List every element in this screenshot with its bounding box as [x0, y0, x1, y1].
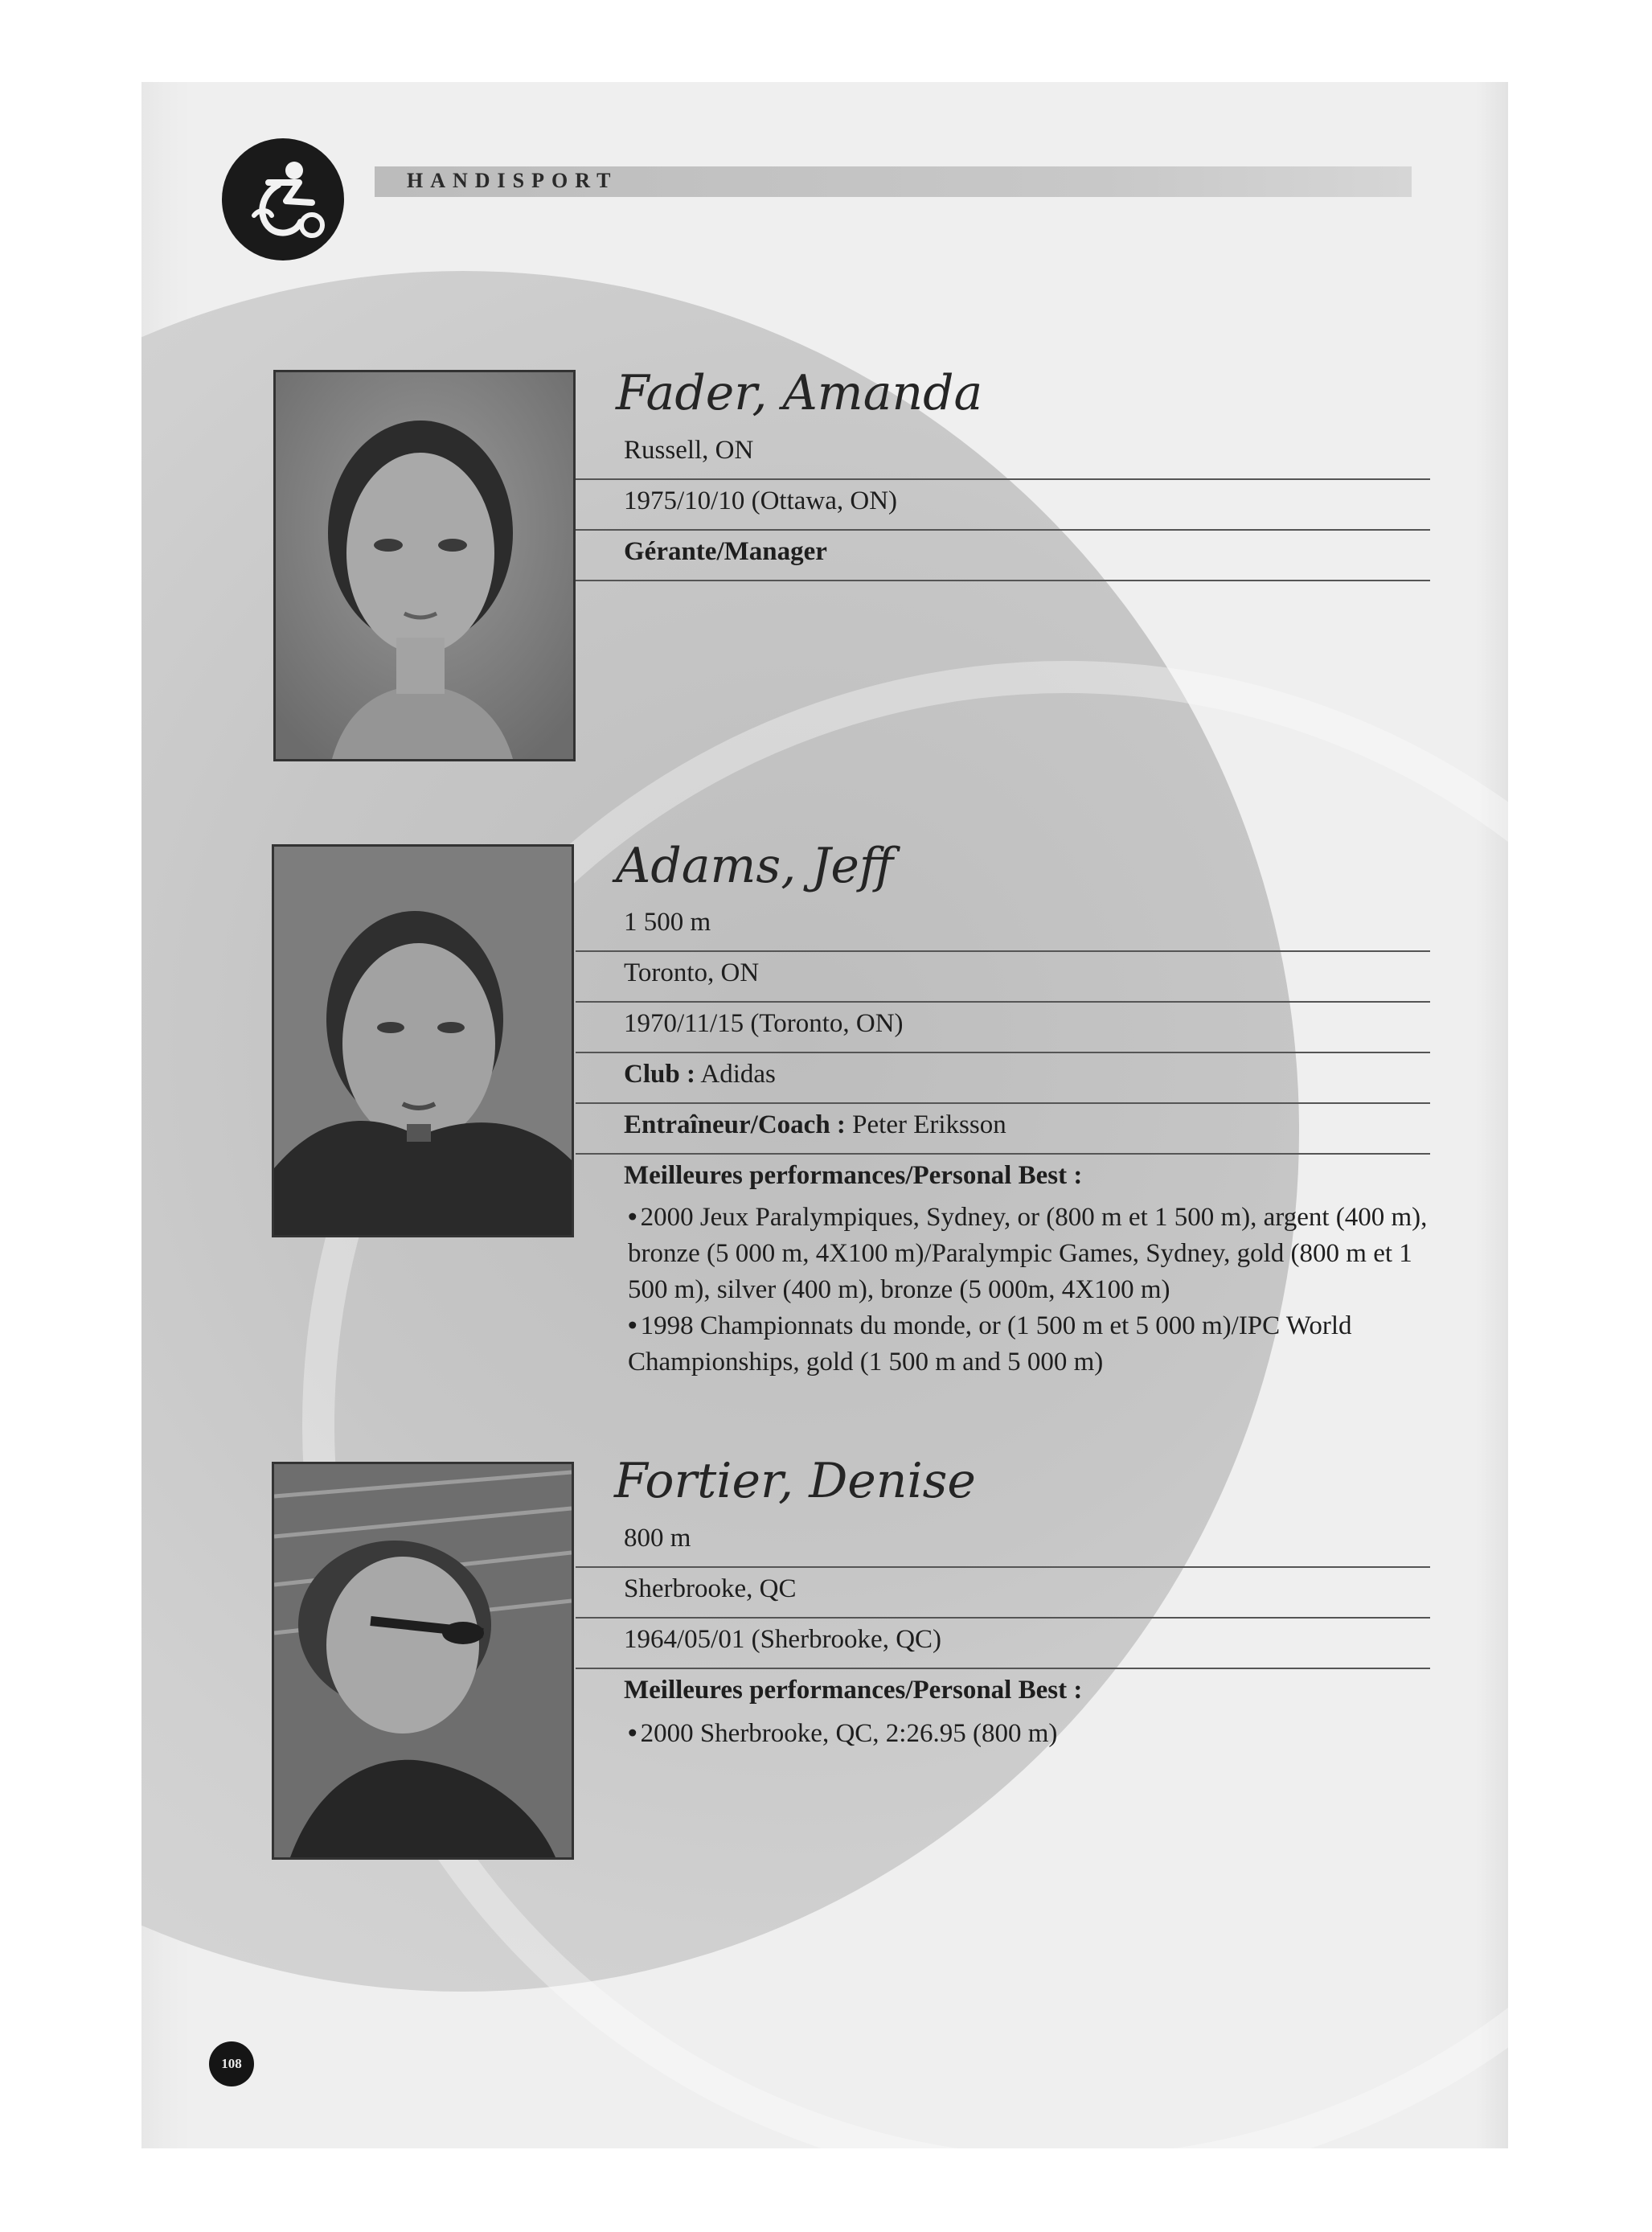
athlete-photo	[273, 370, 576, 761]
scanned-page	[141, 82, 1508, 2148]
athlete-birth: 1964/05/01 (Sherbrooke, QC)	[624, 1625, 942, 1654]
athlete-event: 1 500 m	[624, 908, 711, 937]
personal-best-label: Meilleures performances/Personal Best :	[624, 1161, 1083, 1190]
club-label: Club :	[624, 1060, 695, 1089]
athlete-hometown: Toronto, ON	[624, 958, 760, 987]
athlete-club	[624, 1060, 1428, 1089]
personal-best-item: • 2000 Jeux Paralympiques, Sydney, or (800 m et 1 500 m), argent (400 m), bronze (5 000 m, 4X100 m)/Paralympic Games, Sydney, gold (800 m et 1 500 m), silver (400 m), bronze (5 000m, 4X100 m)	[628, 1203, 1428, 1304]
athlete-birth: 1975/10/10 (Ottawa, ON)	[624, 486, 898, 515]
athlete-coach	[624, 1110, 1428, 1140]
athlete-name: Adams, Jeff	[616, 838, 894, 894]
divider	[576, 478, 1430, 480]
divider	[576, 1153, 1430, 1155]
athlete-name: Fader, Amanda	[616, 365, 983, 421]
athlete-name: Fortier, Denise	[614, 1453, 976, 1509]
section-title: HANDISPORT	[407, 169, 618, 192]
coach-label: Entraîneur/Coach :	[624, 1110, 846, 1139]
wheelchair-racer-icon	[222, 138, 344, 261]
divider	[576, 1668, 1430, 1669]
coach-value: Peter Eriksson	[852, 1110, 1006, 1139]
athlete-role: Gérante/Manager	[624, 537, 827, 566]
page-number: 108	[209, 2041, 254, 2086]
personal-best-item: • 1998 Championnats du monde, or (1 500 m et 5 000 m)/IPC World Championships, gold (1 500 m and 5 000 m)	[628, 1311, 1352, 1377]
divider	[576, 1566, 1430, 1568]
divider	[576, 1001, 1430, 1003]
divider	[576, 1102, 1430, 1104]
athlete-photo	[272, 844, 574, 1237]
club-value: Adidas	[700, 1060, 776, 1089]
athlete-event: 800 m	[624, 1524, 691, 1553]
athlete-birth: 1970/11/15 (Toronto, ON)	[624, 1009, 904, 1038]
athlete-hometown: Russell, ON	[624, 436, 754, 465]
divider	[576, 1052, 1430, 1053]
divider	[576, 1617, 1430, 1619]
divider	[576, 950, 1430, 952]
athlete-photo	[272, 1462, 574, 1860]
personal-best-label: Meilleures performances/Personal Best :	[624, 1676, 1083, 1705]
divider	[576, 529, 1430, 531]
divider	[576, 580, 1430, 581]
personal-best-item: • 2000 Sherbrooke, QC, 2:26.95 (800 m)	[628, 1719, 1058, 1748]
athlete-hometown: Sherbrooke, QC	[624, 1574, 797, 1603]
